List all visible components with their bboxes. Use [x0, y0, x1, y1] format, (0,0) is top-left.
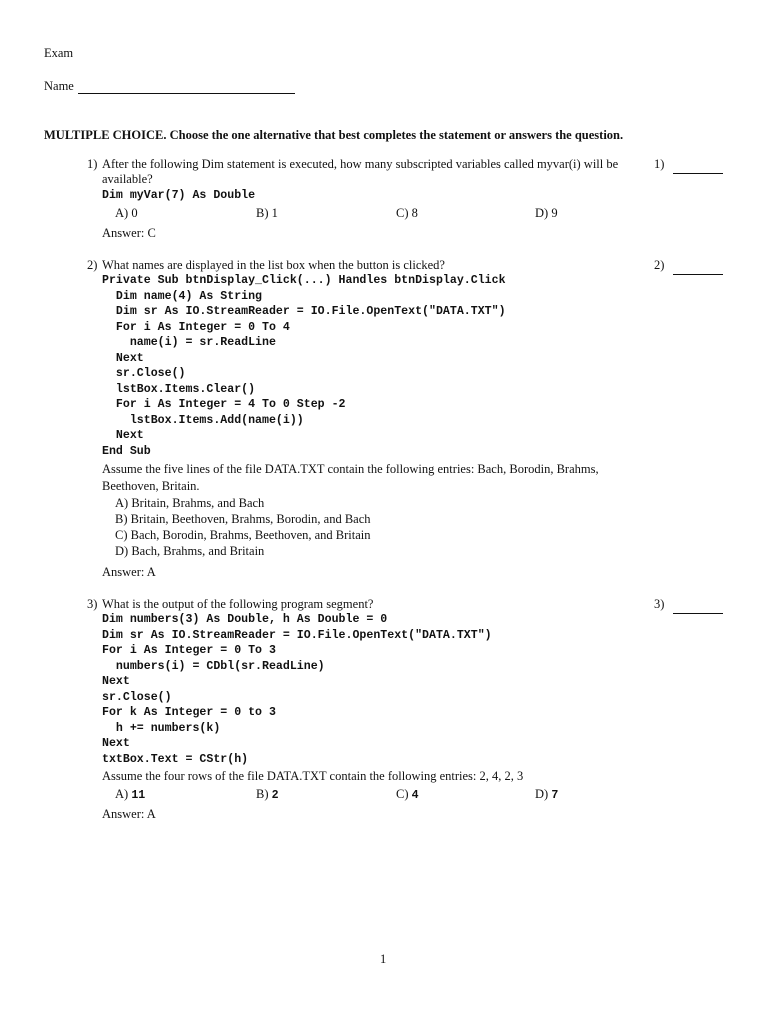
code-line: name(i) = sr.ReadLine: [102, 336, 276, 349]
choice-a[interactable]: A) 11: [115, 787, 146, 802]
code-line: For i As Integer = 0 To 3: [102, 644, 276, 657]
answer-text: Answer: A: [102, 807, 156, 821]
question-number: 1): [87, 157, 98, 171]
code-line: numbers(i) = CDbl(sr.ReadLine): [102, 659, 325, 673]
code-line: lstBox.Items.Clear(): [102, 382, 256, 396]
question-stem: What is the output of the following program segment?: [102, 597, 374, 611]
code-line: For i As Integer = 4 To 0 Step -2: [102, 398, 346, 411]
question-stem: What names are displayed in the list box when the button is clicked?: [102, 258, 445, 272]
code-line: Dim myVar(7) As Double: [102, 189, 256, 202]
code-line: txtBox.Text = CStr(h): [102, 752, 249, 766]
code-line: sr.Close(): [102, 690, 172, 704]
code-line: sr.Close(): [102, 367, 186, 380]
name-label: Name: [44, 79, 74, 93]
code-line: Next: [102, 351, 144, 365]
choice-b[interactable]: B) 1: [256, 206, 278, 220]
name-blank-line[interactable]: [78, 93, 295, 94]
code-line: Next: [102, 429, 144, 442]
code-line: Private Sub btnDisplay_Click(...) Handles btnDisplay.Click: [102, 274, 506, 287]
choice-d[interactable]: D) 9: [535, 206, 558, 220]
choice-a[interactable]: A) 0: [115, 206, 138, 220]
answer-blank-line[interactable]: [673, 173, 723, 174]
code-line: For k As Integer = 0 to 3: [102, 706, 276, 719]
answer-blank-label: 2): [654, 258, 665, 272]
code-line: For i As Integer = 0 To 4: [102, 320, 290, 334]
code-line: Dim numbers(3) As Double, h As Double = 0: [102, 613, 388, 626]
code-line: Next: [102, 737, 130, 750]
question-number: 3): [87, 597, 98, 611]
code-line: h += numbers(k): [102, 721, 221, 735]
exam-title: Exam: [44, 46, 74, 60]
section-heading: MULTIPLE CHOICE. Choose the one alternative that best completes the statement or answers the question.: [44, 128, 624, 142]
code-line: lstBox.Items.Add(name(i)): [102, 413, 304, 427]
choice-d[interactable]: D) 7: [535, 787, 559, 802]
answer-blank-line[interactable]: [673, 613, 723, 614]
choice-b[interactable]: B) Britain, Beethoven, Brahms, Borodin, and Bach: [115, 512, 371, 526]
question-note: Assume the four rows of the file DATA.TXT contain the following entries: 2, 4, 2, 3: [102, 769, 524, 783]
choice-c[interactable]: C) 4: [396, 787, 419, 802]
code-line: Dim sr As IO.StreamReader = IO.File.OpenText("DATA.TXT"): [102, 305, 506, 318]
choice-c[interactable]: C) 8: [396, 206, 418, 220]
answer-blank-label: 3): [654, 597, 665, 611]
answer-text: Answer: A: [102, 565, 156, 579]
question-number: 2): [87, 258, 98, 272]
choice-d[interactable]: D) Bach, Brahms, and Britain: [115, 544, 265, 558]
code-line: Next: [102, 675, 130, 688]
choice-a[interactable]: A) Britain, Brahms, and Bach: [115, 496, 265, 510]
question-stem: After the following Dim statement is executed, how many subscripted variables called myvar(i) will be available?: [102, 157, 619, 186]
question-note: Assume the five lines of the file DATA.TXT contain the following entries: Bach, Borodin, Brahms, Beethoven, Britain.: [102, 462, 599, 493]
answer-blank-label: 1): [654, 157, 665, 171]
choice-b[interactable]: B) 2: [256, 787, 279, 802]
code-line: Dim sr As IO.StreamReader = IO.File.OpenText("DATA.TXT"): [102, 628, 492, 642]
answer-blank-line[interactable]: [673, 274, 723, 275]
answer-text: Answer: C: [102, 226, 156, 240]
code-line: End Sub: [102, 444, 151, 458]
page-number: 1: [380, 952, 387, 966]
choice-c[interactable]: C) Bach, Borodin, Brahms, Beethoven, and Britain: [115, 528, 371, 542]
code-line: Dim name(4) As String: [102, 289, 263, 303]
